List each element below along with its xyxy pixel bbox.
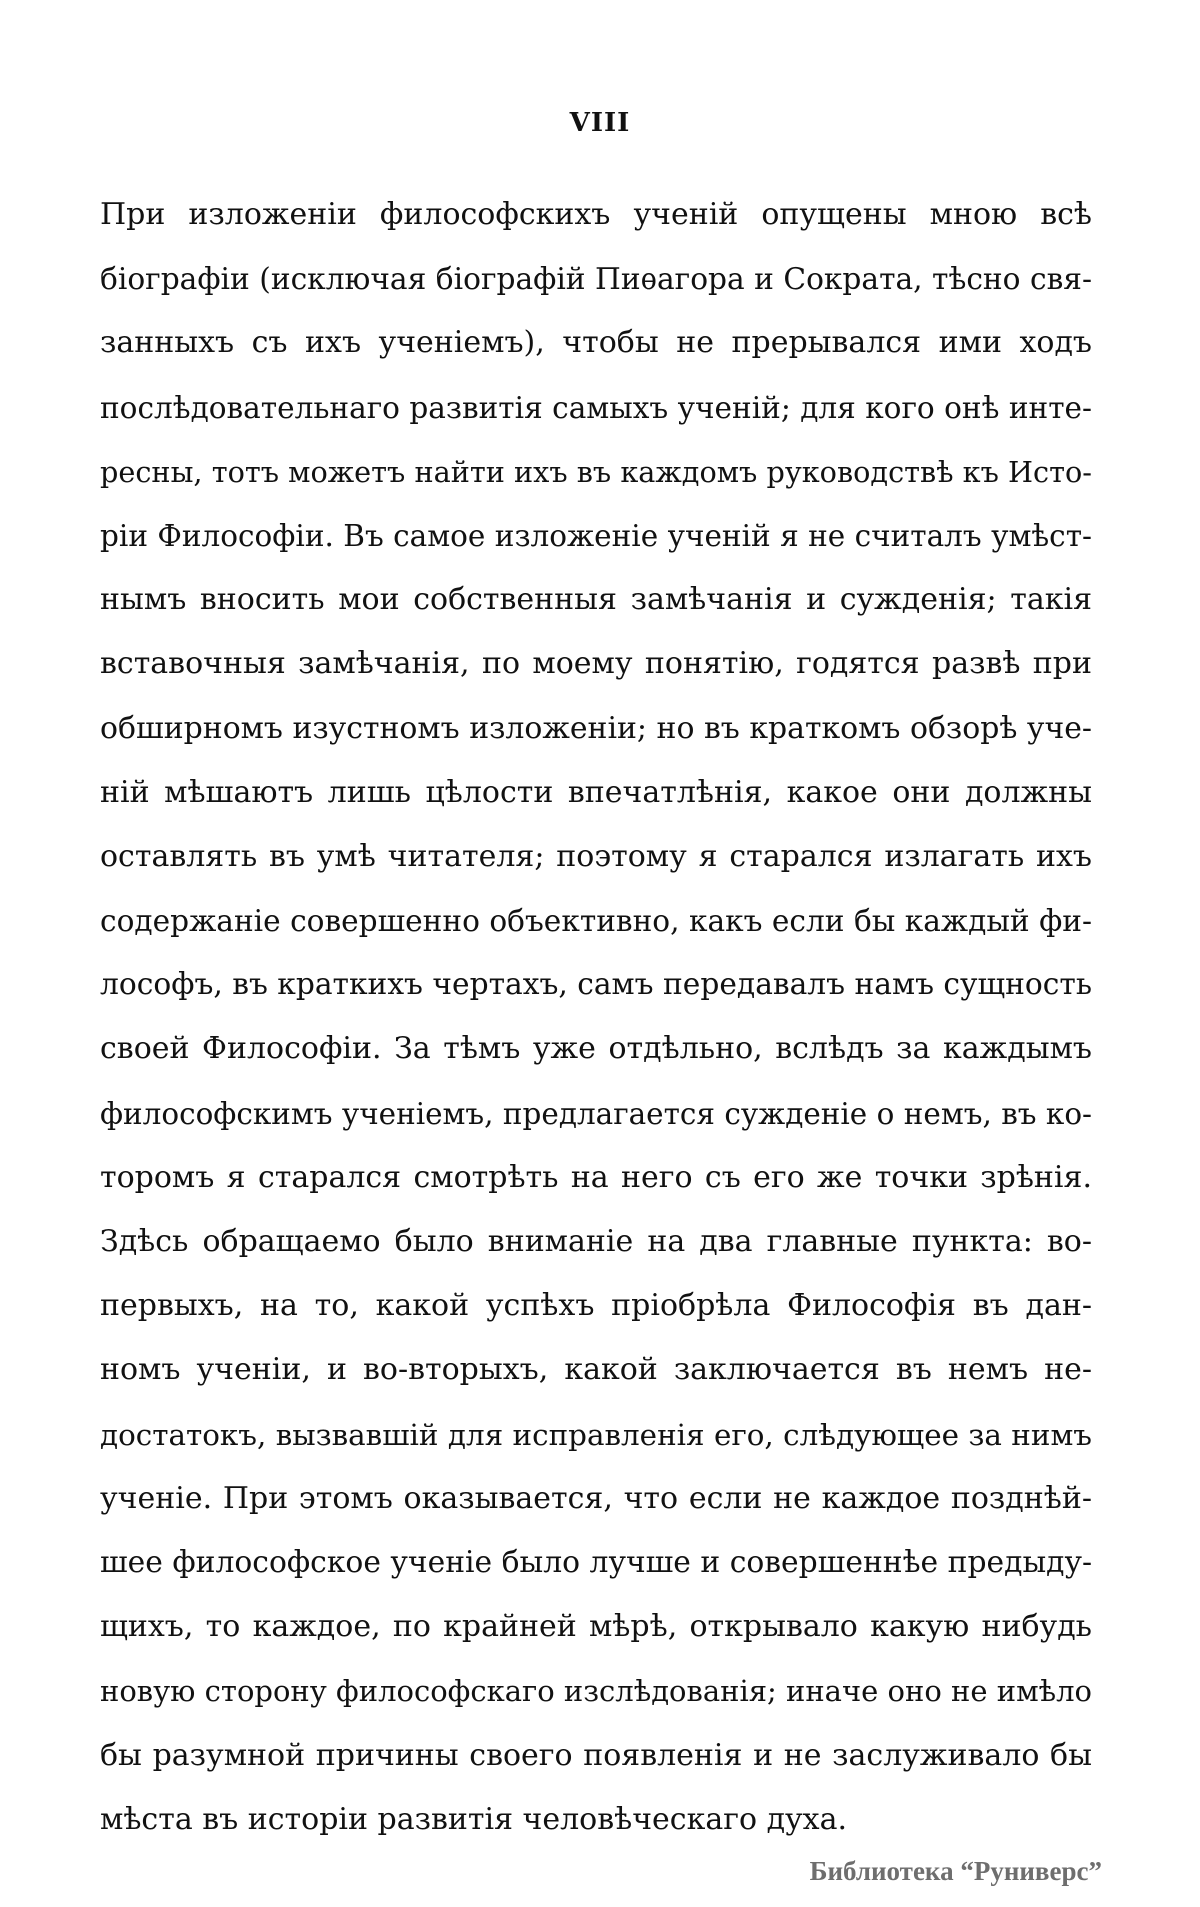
text-line: своей Философiи. За тѣмъ уже отдѣльно, вслѣдъ за каждымъ	[100, 1031, 1092, 1067]
text-line: бiографiи (исключая бiографiй Пиѳагора и Сократа, тѣсно свя-	[100, 261, 1092, 297]
text-line: торомъ я старался смотрѣть на него съ его же точки зрѣнiя.	[100, 1159, 1092, 1195]
library-watermark: Библиотека “Руниверс”	[809, 1856, 1102, 1886]
text-line: номъ ученiи, и во-вторыхъ, какой заключается въ немъ не-	[100, 1352, 1092, 1388]
text-line: бы разумной причины своего появленiя и не заслуживало бы	[100, 1737, 1092, 1773]
text-line: Здѣсь обращаемо было вниманiе на два главные пункта: во-	[100, 1224, 1092, 1259]
text-line: мѣста въ исторiи развитiя человѣческаго духа.	[100, 1801, 848, 1837]
text-line: обширномъ изустномъ изложенiи; но въ краткомъ обзорѣ уче-	[100, 710, 1092, 746]
text-line: достатокъ, вызвавшiй для исправленiя его, слѣдующее за нимъ	[100, 1417, 1092, 1452]
text-line: первыхъ, на то, какой успѣхъ прiобрѣла Философiя въ дан-	[100, 1288, 1092, 1324]
text-line: философскимъ ученiемъ, предлагается сужденiе о немъ, въ ко-	[100, 1096, 1092, 1131]
text-line: При изложенiи философскихъ ученiй опущены мною всѣ	[100, 197, 1092, 232]
text-line: послѣдовательнаго развитiя самыхъ ученiй; для кого онѣ инте-	[100, 390, 1092, 425]
text-line: содержанiе совершенно объективно, какъ если бы каждый фи-	[100, 904, 1092, 939]
text-line: щихъ, то каждое, по крайней мѣрѣ, открывало какую нибудь	[100, 1609, 1092, 1645]
text-line: оставлять въ умѣ читателя; поэтому я старался излагать ихъ	[100, 838, 1092, 874]
text-line: вставочныя замѣчанiя, по моему понятiю, годятся развѣ при	[100, 646, 1092, 682]
text-line: ресны, тотъ можетъ найти ихъ въ каждомъ руководствѣ къ Исто-	[100, 454, 1092, 489]
text-line: рiи Философiи. Въ самое изложенiе ученiй я не считалъ умѣст-	[100, 518, 1092, 553]
text-line: нымъ вносить мои собственныя замѣчанiя и сужденiя; такiя	[100, 582, 1092, 618]
page-number: VIII	[569, 108, 631, 138]
text-line: лософъ, въ краткихъ чертахъ, самъ передавалъ намъ сущность	[100, 967, 1092, 1003]
text-line: новую сторону философскаго изслѣдованiя; иначе оно не имѣло	[100, 1674, 1092, 1709]
text-line: занныхъ съ ихъ ученiемъ), чтобы не прерывался ими ходъ	[100, 325, 1092, 361]
text-line: нiй мѣшаютъ лишь цѣлости впечатлѣнiя, какое они должны	[100, 774, 1092, 810]
text-line: ученiе. При этомъ оказывается, что если не каждое позднѣй-	[100, 1480, 1092, 1516]
body-text	[100, 183, 1092, 1852]
text-line: шее философское ученiе было лучше и совершеннѣе предыду-	[100, 1544, 1092, 1580]
